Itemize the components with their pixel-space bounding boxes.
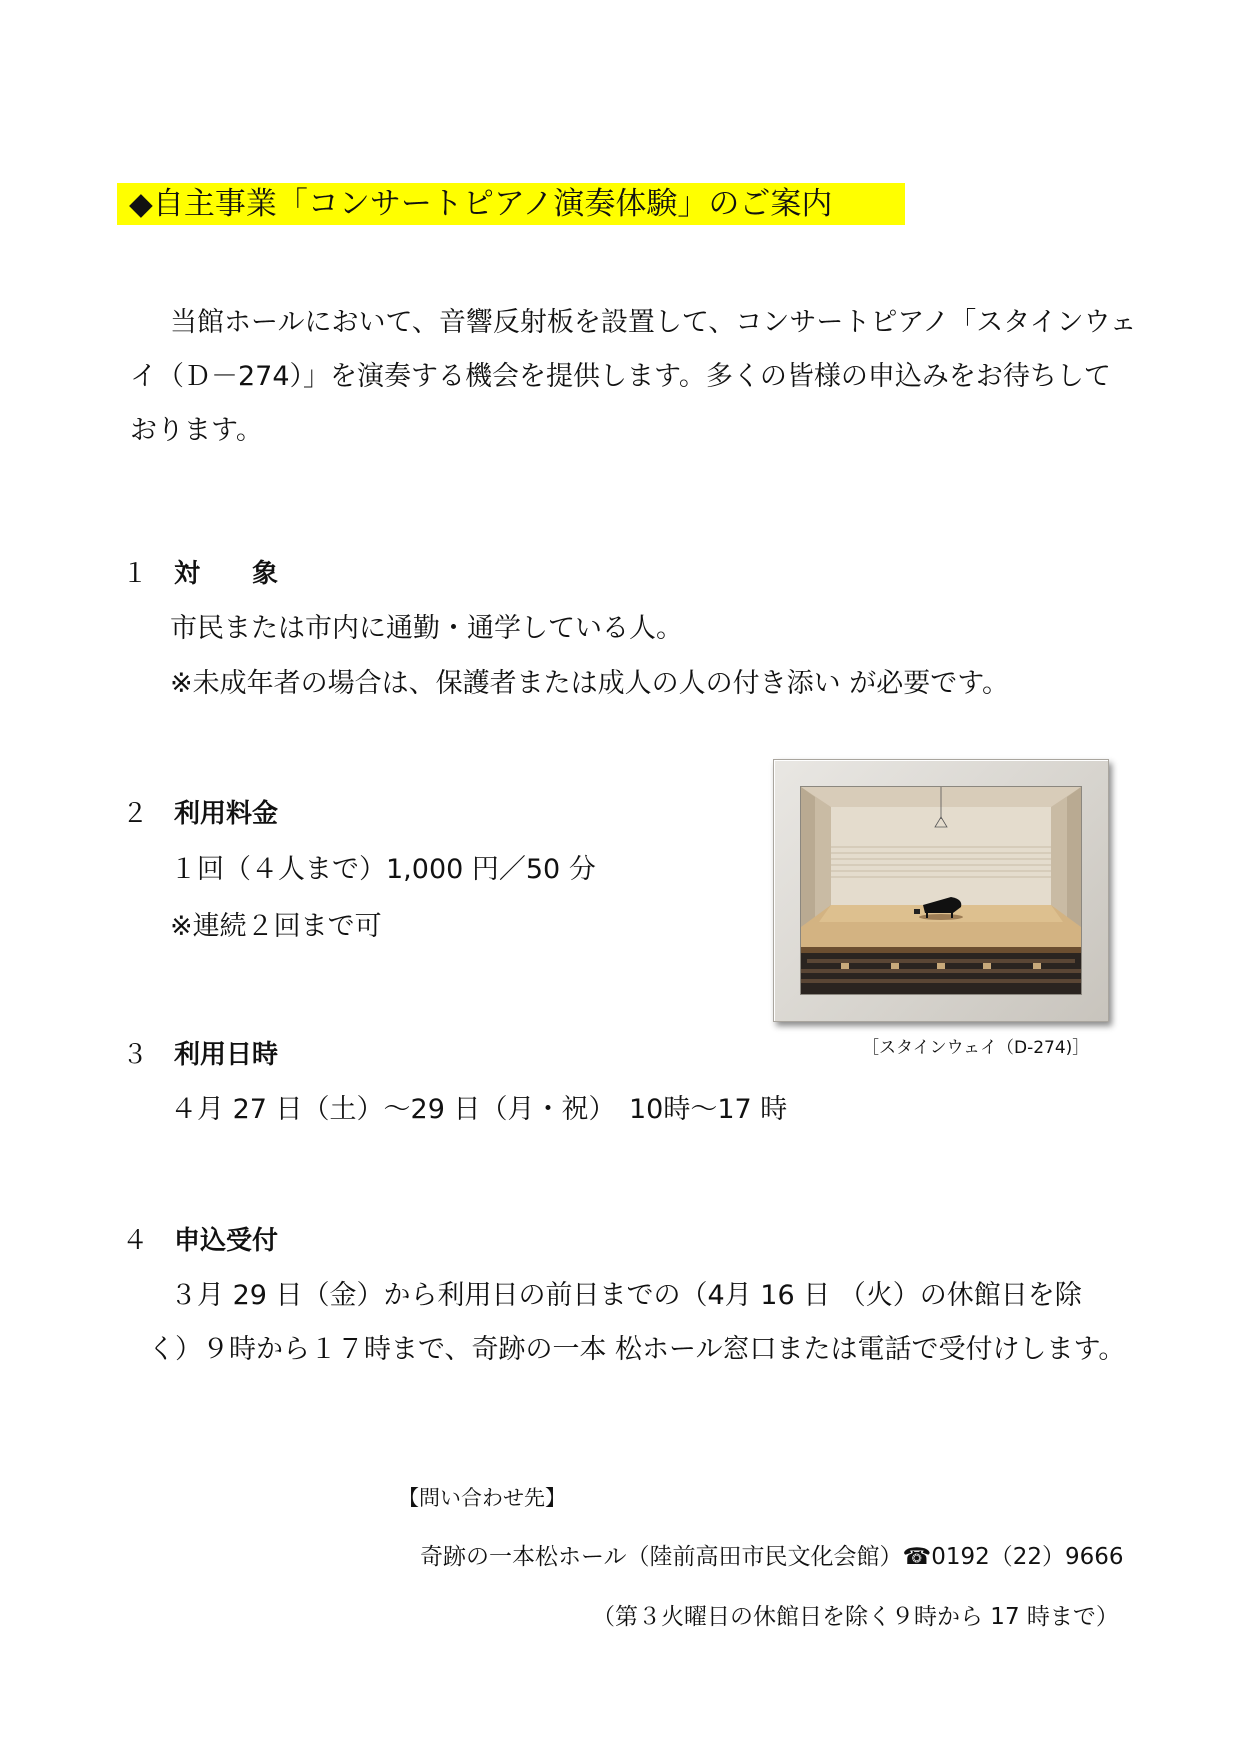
section-title: 利用日時 <box>174 1040 279 1070</box>
section-title: 申込受付 <box>174 1226 279 1256</box>
section-heading <box>122 1034 278 1071</box>
section-line: ３月 29 日（金）から利用日の前日までの（4月 16 日 （火）の休館日を除 <box>170 1280 1082 1311</box>
contact-line-2: （第３火曜日の休館日を除く９時から 17 時まで） <box>592 1604 1119 1630</box>
section-heading <box>122 793 278 830</box>
contact-line-1: 奇跡の一本松ホール（陸前高田市民文化会館）☎0192（22）9666 <box>420 1544 1124 1570</box>
page-title: ◆自主事業「コンサートピアノ演奏体験」のご案内 <box>117 183 905 225</box>
section-line: ※未成年者の場合は、保護者または成人の人の付き添い が必要です。 <box>170 668 1010 699</box>
section-line: ４月 27 日（土）～29 日（月・祝） 10時～17 時 <box>170 1094 788 1125</box>
section-line: 市民または市内に通勤・通学している人。 <box>170 613 683 644</box>
section-number: ３ <box>122 1040 149 1070</box>
contact-heading: 【問い合わせ先】 <box>398 1486 566 1510</box>
intro-line-2: イ（Ｄ－274）」を演奏する機会を提供します。多くの皆様の申込みをお待ちして <box>130 361 1111 392</box>
section-title: 対 象 <box>174 559 279 589</box>
intro-line-1: 当館ホールにおいて、音響反射板を設置して、コンサートピアノ「スタインウェ <box>170 307 1137 338</box>
section-title: 利用料金 <box>174 799 279 829</box>
section-line: １回（４人まで）1,000 円／50 分 <box>170 854 596 885</box>
piano-photo-frame <box>773 759 1109 1022</box>
section-number: １ <box>122 559 149 589</box>
section-line: ※連続２回まで可 <box>170 911 382 942</box>
section-line: く）９時から１７時まで、奇跡の一本 松ホール窓口または電話で受付けします。 <box>148 1334 1126 1365</box>
section-heading <box>122 1220 278 1257</box>
concert-hall-photo <box>800 786 1082 995</box>
section-number: ４ <box>122 1226 149 1256</box>
concert-hall-illustration <box>801 787 1081 994</box>
intro-line-3: おります。 <box>130 415 263 446</box>
section-heading <box>122 553 278 590</box>
photo-caption: ［スタインウェイ（D-274)］ <box>862 1038 1090 1058</box>
section-number: ２ <box>122 799 149 829</box>
